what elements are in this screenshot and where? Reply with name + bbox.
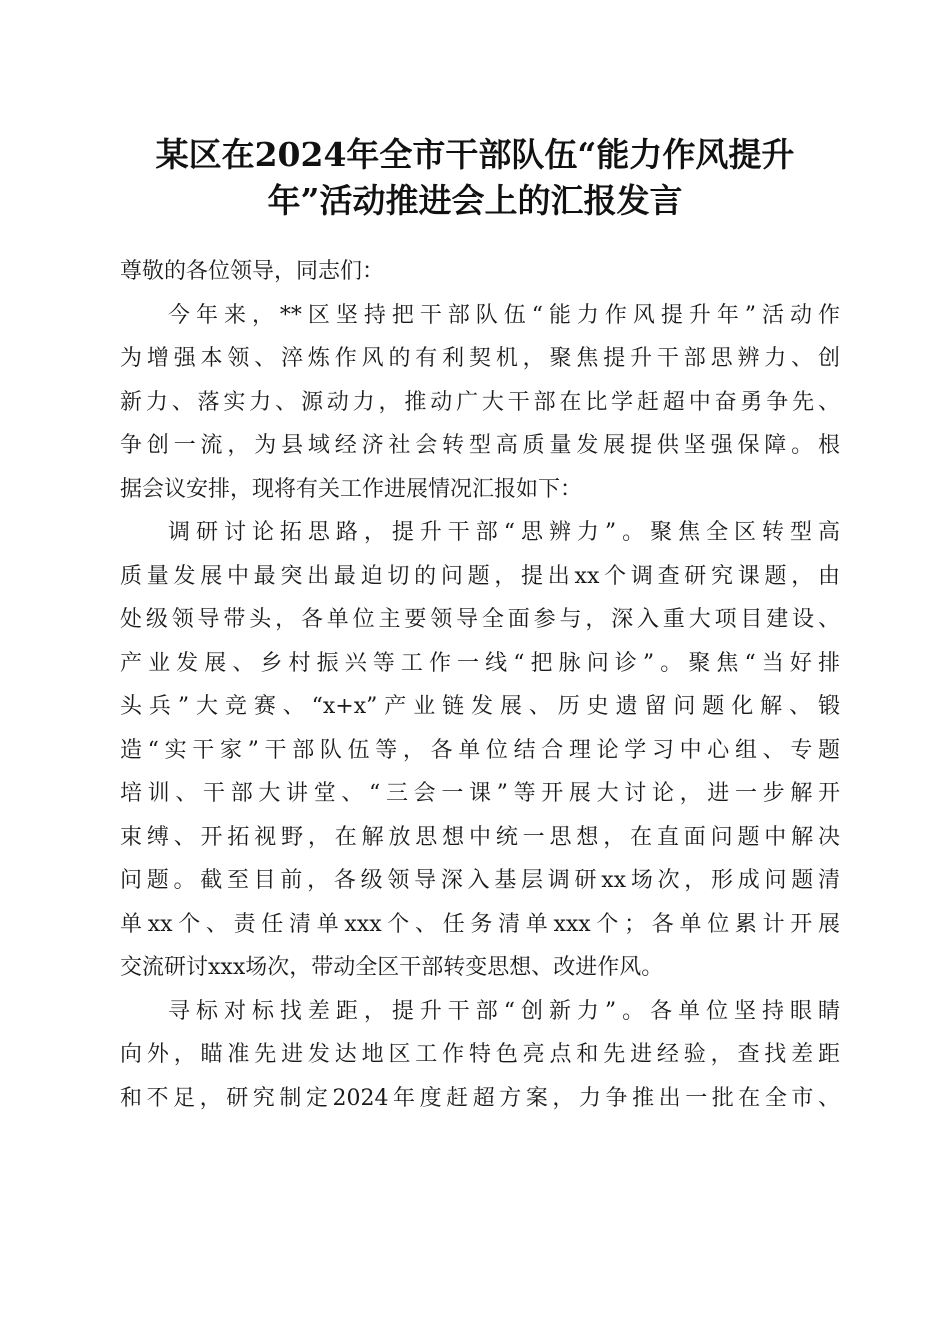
paragraph-line: 为增强本领、淬炼作风的有利契机，聚焦提升干部思辨力、创	[120, 346, 840, 371]
paragraph-line: 培训、干部大讲堂、“三会一课”等开展大讨论，进一步解开	[120, 781, 840, 806]
paragraph-line: 造“实干家”干部队伍等，各单位结合理论学习中心组、专题	[120, 737, 840, 763]
paragraph-line: 争创一流，为县域经济社会转型高质量发展提供坚强保障。根	[120, 433, 840, 458]
paragraph-intro	[120, 294, 840, 512]
paragraph-line: 产业发展、乡村振兴等工作一线“把脉问诊”。聚焦“当好排	[120, 650, 840, 676]
title-line: 某区在2024年全市干部队伍“能力作风提升	[155, 135, 795, 174]
salutation-text: 尊敬的各位领导，同志们：	[120, 259, 385, 284]
paragraph-line: 新力、落实力、源动力，推动广大干部在比学赶超中奋勇争先、	[120, 389, 840, 415]
document-title	[110, 132, 840, 224]
paragraph-benchmark	[120, 990, 840, 1121]
paragraph-line: 今年来，**区坚持把干部队伍“能力作风提升年”活动作	[168, 302, 840, 328]
paragraph-line: 据会议安排，现将有关工作进展情况汇报如下：	[120, 476, 583, 502]
paragraph-line: 处级领导带头，各单位主要领导全面参与，深入重大项目建设、	[120, 607, 840, 632]
title-line: 年”活动推进会上的汇报发言	[267, 181, 683, 220]
paragraph-line: 单xx个、责任清单xxx个、任务清单xxx个；各单位累计开展	[120, 911, 840, 937]
paragraph-research	[120, 511, 840, 990]
paragraph-line: 调研讨论拓思路，提升干部“思辨力”。聚焦全区转型高	[168, 520, 840, 545]
salutation	[120, 250, 840, 294]
paragraph-line: 交流研讨xxx场次，带动全区干部转变思想、改进作风。	[120, 955, 664, 980]
paragraph-line: 寻标对标找差距，提升干部“创新力”。各单位坚持眼睛	[168, 998, 840, 1024]
paragraph-line: 质量发展中最突出最迫切的问题，提出xx个调查研究课题，由	[120, 563, 840, 589]
paragraph-line: 向外，瞄准先进发达地区工作特色亮点和先进经验，查找差距	[120, 1042, 840, 1067]
paragraph-line: 束缚、开拓视野，在解放思想中统一思想，在直面问题中解决	[120, 824, 840, 850]
paragraph-line: 问题。截至目前，各级领导深入基层调研xx场次，形成问题清	[120, 868, 840, 893]
document-body	[120, 250, 840, 1120]
paragraph-line: 和不足，研究制定2024年度赶超方案，力争推出一批在全市、	[120, 1085, 840, 1111]
paragraph-line: 头兵”大竞赛、“x+x”产业链发展、历史遗留问题化解、锻	[120, 694, 840, 719]
